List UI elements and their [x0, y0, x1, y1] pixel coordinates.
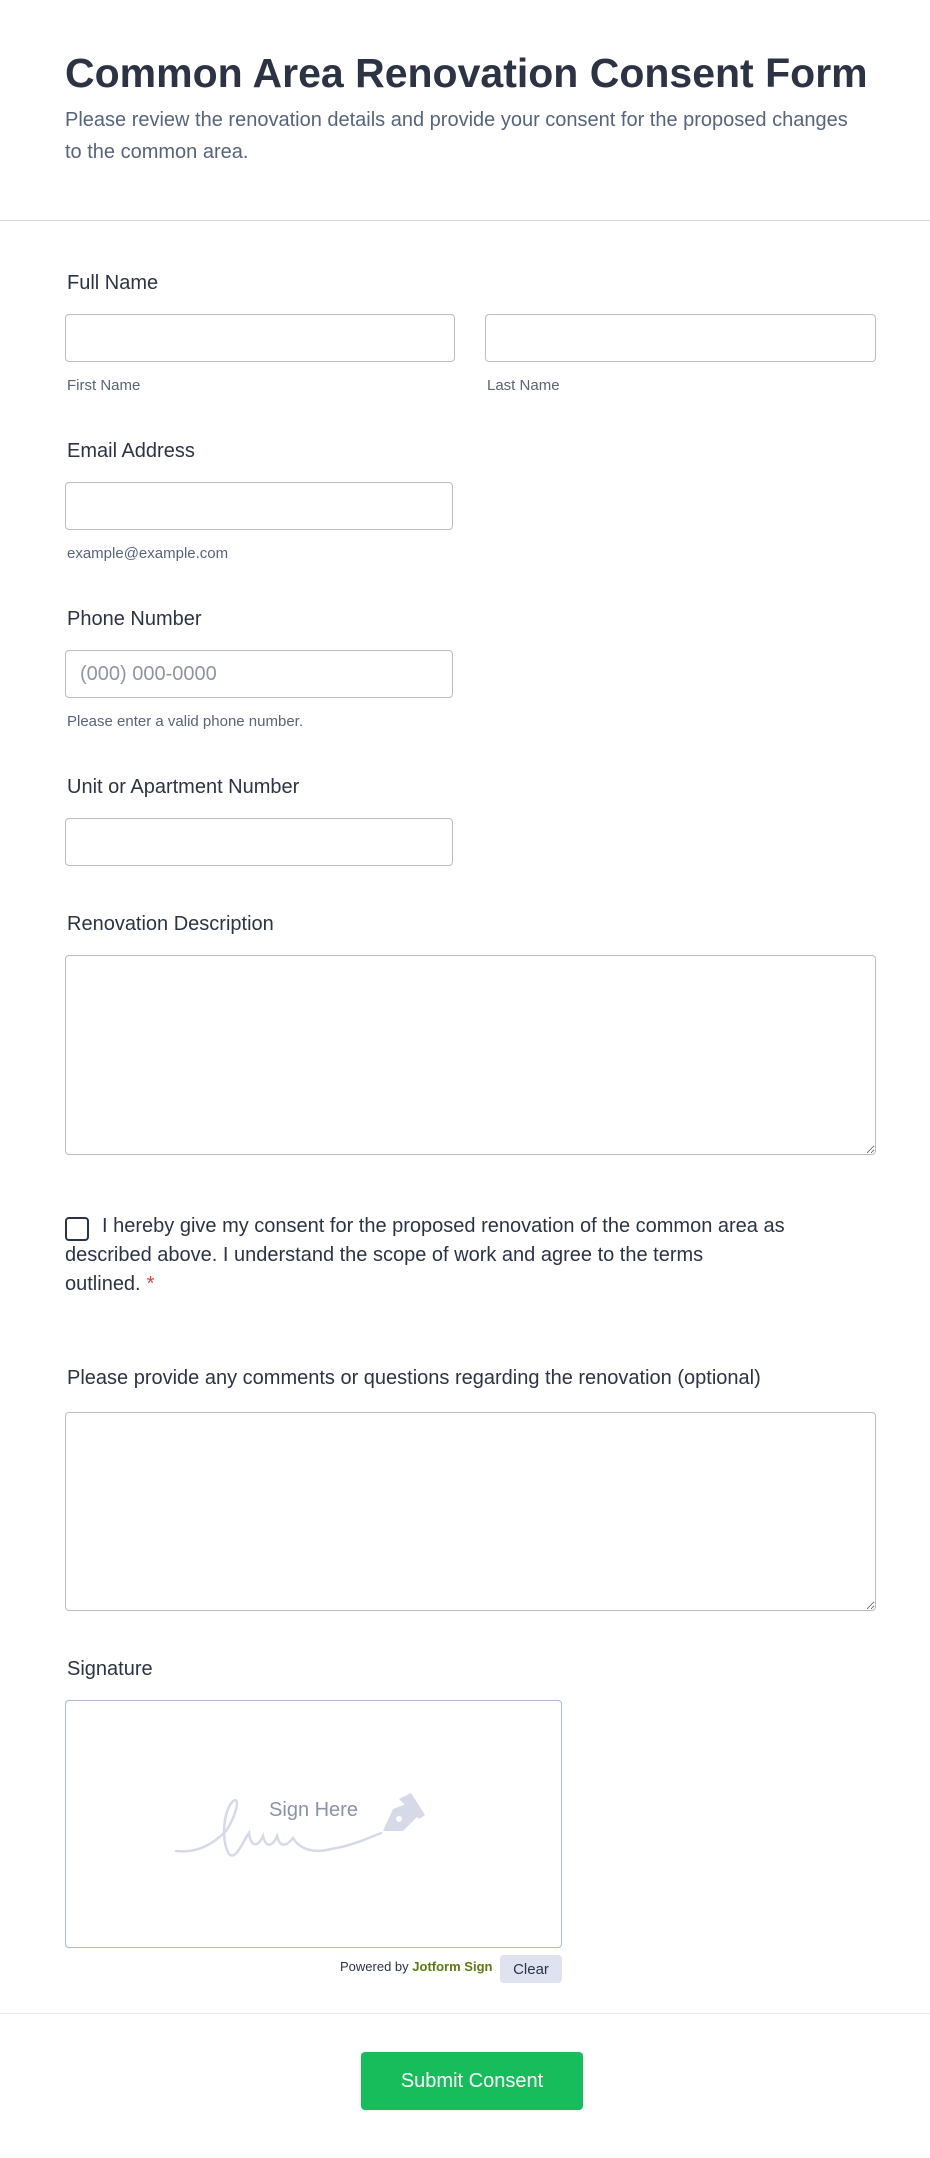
- page-subtitle: Please review the renovation details and provide your consent for the proposed changes to the common area.: [65, 109, 848, 163]
- description-label: Renovation Description: [67, 913, 274, 935]
- sign-here-placeholder: Sign Here: [269, 1799, 358, 1821]
- comments-textarea[interactable]: [65, 1412, 876, 1611]
- full-name-label: Full Name: [67, 272, 159, 294]
- signature-label: Signature: [67, 1658, 153, 1680]
- signature-scribble-icon: [171, 1791, 461, 1861]
- description-textarea[interactable]: [65, 955, 876, 1155]
- header-divider: [0, 220, 930, 221]
- submit-button[interactable]: Submit Consent: [361, 2052, 583, 2110]
- unit-input[interactable]: [65, 818, 453, 866]
- phone-label: Phone Number: [67, 608, 202, 630]
- email-label: Email Address: [67, 440, 195, 462]
- unit-label: Unit or Apartment Number: [67, 776, 300, 798]
- last-name-sublabel: Last Name: [487, 377, 560, 394]
- email-input[interactable]: [65, 482, 453, 530]
- consent-label: I hereby give my consent for the proposed renovation of the common area as described above. I understand the scope of work and agree to the terms outlined.: [65, 1215, 785, 1295]
- consent-text[interactable]: [65, 1212, 785, 1299]
- first-name-input[interactable]: [65, 314, 455, 362]
- comments-label: Please provide any comments or questions regarding the renovation (optional): [67, 1367, 761, 1389]
- first-name-sublabel: First Name: [67, 377, 141, 394]
- jotform-sign-brand[interactable]: Jotform Sign: [412, 1959, 493, 1974]
- page-title: Common Area Renovation Consent Form: [65, 50, 868, 96]
- email-sublabel: example@example.com: [67, 545, 229, 562]
- last-name-input[interactable]: [485, 314, 876, 362]
- phone-input[interactable]: [65, 650, 453, 698]
- clear-signature-button[interactable]: Clear: [500, 1955, 562, 1983]
- powered-by-text: Powered by: [340, 1959, 409, 1974]
- powered-by: [340, 1959, 492, 1974]
- required-mark: *: [146, 1273, 155, 1295]
- footer-divider: [0, 2013, 930, 2014]
- consent-checkbox[interactable]: [65, 1217, 89, 1241]
- phone-sublabel: Please enter a valid phone number.: [67, 713, 303, 730]
- signature-pad[interactable]: [65, 1700, 562, 1948]
